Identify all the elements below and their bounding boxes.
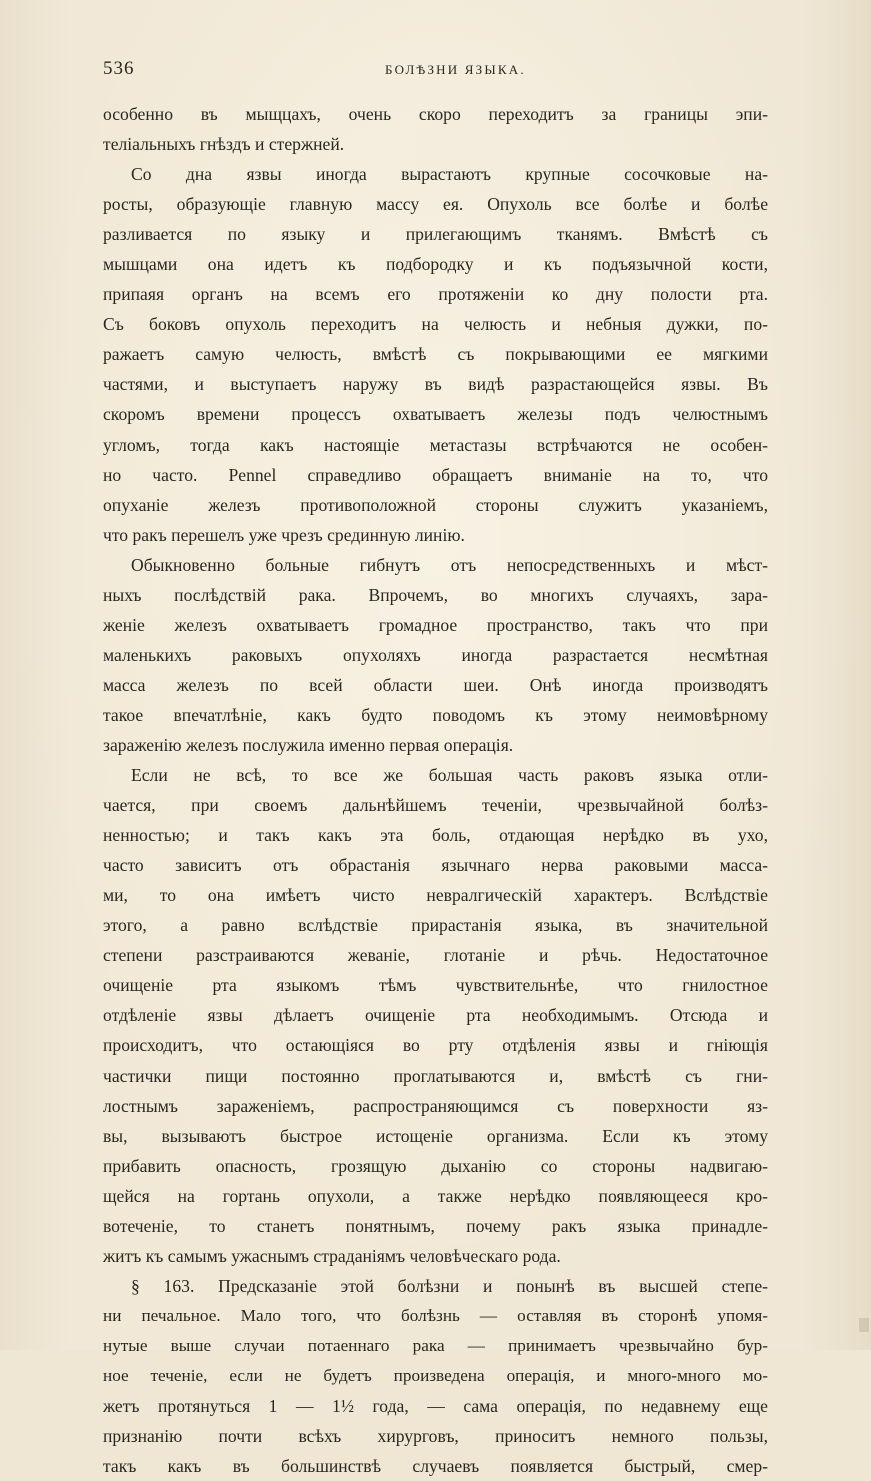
text-line: ни печальное. Мало того, что болѣзнь — оставляя въ сторонѣ упомя- bbox=[103, 1305, 768, 1325]
text-line: этого, а равно вслѣдствіе прирастанія языка, въ значительной bbox=[103, 915, 768, 936]
text-line: зараженію железъ послужила именно первая операція. bbox=[103, 734, 514, 755]
text-line: мышцами она идетъ къ подбородку и къ подъязычной кости, bbox=[103, 254, 768, 275]
text-line: ныхъ послѣдствій рака. Впрочемъ, во многихъ случаяхъ, зара- bbox=[103, 584, 768, 605]
text-line: нутые выше случаи потаеннаго рака — принимаетъ чрезвычайно бур- bbox=[103, 1335, 768, 1355]
text-line: происходитъ, что остающіяся во рту отдѣленія язвы и гніющія bbox=[103, 1035, 768, 1056]
text-line: ражаетъ самую челюсть, вмѣстѣ съ покрывающими ее мягкими bbox=[103, 344, 768, 365]
text-line: вы, вызываютъ быстрое истощеніе организма. Если къ этому bbox=[103, 1125, 768, 1146]
text-line: житъ къ самымъ ужаснымъ страданіямъ человѣческаго рода. bbox=[103, 1245, 561, 1266]
text-line: § 163. Предсказаніе этой болѣзни и понынѣ въ высшей степе- bbox=[131, 1275, 768, 1296]
text-line: женіе железъ охватываетъ громадное пространство, такъ что при bbox=[103, 614, 768, 635]
text-line: отдѣленіе язвы дѣлаетъ очищеніе рта необходимымъ. Отсюда и bbox=[103, 1005, 768, 1026]
text-line: ное теченіе, если не будетъ произведена операція, и много-много мо- bbox=[103, 1365, 768, 1385]
text-line: такъ какъ въ большинствѣ случаевъ появляется быстрый, смер- bbox=[103, 1456, 768, 1477]
text-line: признанію почти всѣхъ хирурговъ, приноситъ немного пользы, bbox=[103, 1426, 768, 1447]
text-line: скоромъ времени процессъ охватываетъ железы подъ челюстнымъ bbox=[103, 404, 768, 425]
text-line: щейся на гортань опухоли, а также нерѣдко появляющееся кро- bbox=[103, 1185, 768, 1206]
text-line: разливается по языку и прилегающимъ тканямъ. Вмѣстѣ съ bbox=[103, 224, 768, 245]
text-line: чается, при своемъ дальнѣйшемъ теченіи, чрезвычайной болѣз- bbox=[103, 795, 768, 816]
text-line: очищеніе рта языкомъ тѣмъ чувствительнѣе, что гнилостное bbox=[103, 975, 768, 996]
text-line: степени разстраиваются жеваніе, глотаніе и рѣчь. Недостаточное bbox=[103, 945, 768, 966]
text-line: угломъ, тогда какъ настоящіе метастазы встрѣчаются не особен- bbox=[103, 434, 768, 455]
running-title: БОЛѢЗНИ ЯЗЫКА. bbox=[385, 62, 526, 77]
body-text bbox=[103, 99, 768, 1481]
text-line: припаяя органъ на всемъ его протяженіи ко дну полости рта. bbox=[103, 284, 768, 305]
text-line: вотеченіе, то станетъ понятнымъ, почему ракъ языка принадле- bbox=[103, 1215, 768, 1236]
text-line: частички пищи постоянно проглатываются и, вмѣстѣ съ гни- bbox=[103, 1065, 768, 1086]
text-line: частями, и выступаетъ наружу въ видѣ разрастающейся язвы. Въ bbox=[103, 374, 768, 395]
text-line: опуханіе железъ противоположной стороны служитъ указаніемъ, bbox=[103, 494, 768, 515]
text-line: росты, образующіе главную массу ея. Опухоль все болѣе и болѣе bbox=[103, 194, 768, 215]
text-line: ми, то она имѣетъ чисто невралгическій характеръ. Вслѣдствіе bbox=[103, 885, 768, 906]
text-line: лостнымъ зараженіемъ, распространяющимся съ поверхности яз- bbox=[103, 1095, 768, 1116]
text-line: Если не всѣ, то все же большая часть раковъ языка отли- bbox=[131, 765, 768, 786]
text-line: теліальныхъ гнѣздъ и стержней. bbox=[103, 134, 345, 155]
page-header bbox=[103, 58, 768, 84]
text-line: часто зависитъ отъ обрастанія язычнаго нерва раковыми масса- bbox=[103, 855, 768, 876]
text-line: такое впечатлѣніе, какъ будто поводомъ къ этому неимовѣрному bbox=[103, 704, 768, 725]
text-line: что ракъ перешелъ уже чрезъ срединную линію. bbox=[103, 524, 465, 545]
scan-edge-mark bbox=[859, 1318, 869, 1332]
text-line: особенно въ мыщцахъ, очень скоро переходитъ за границы эпи- bbox=[103, 104, 768, 124]
text-line: ненностью; и такъ какъ эта боль, отдающая нерѣдко въ ухо, bbox=[103, 825, 768, 846]
text-line: масса железъ по всей области шеи. Онѣ иногда производятъ bbox=[103, 674, 768, 695]
text-line: но часто. Pennel справедливо обращаетъ вниманіе на то, что bbox=[103, 464, 768, 485]
text-line: Обыкновенно больные гибнутъ отъ непосредственныхъ и мѣст- bbox=[131, 554, 768, 575]
text-line: маленькихъ раковыхъ опухоляхъ иногда разрастается несмѣтная bbox=[103, 644, 768, 665]
text-line: прибавить опасность, грозящую дыханію со стороны надвигаю- bbox=[103, 1155, 768, 1176]
text-line: жетъ протянуться 1 — 1½ года, — сама операція, по недавнему еще bbox=[103, 1396, 768, 1417]
page-number: 536 bbox=[103, 58, 135, 79]
text-line: Со дна язвы иногда вырастаютъ крупные сосочковые на- bbox=[131, 164, 768, 185]
text-line: Съ боковъ опухоль переходитъ на челюсть и небныя дужки, по- bbox=[103, 314, 768, 335]
